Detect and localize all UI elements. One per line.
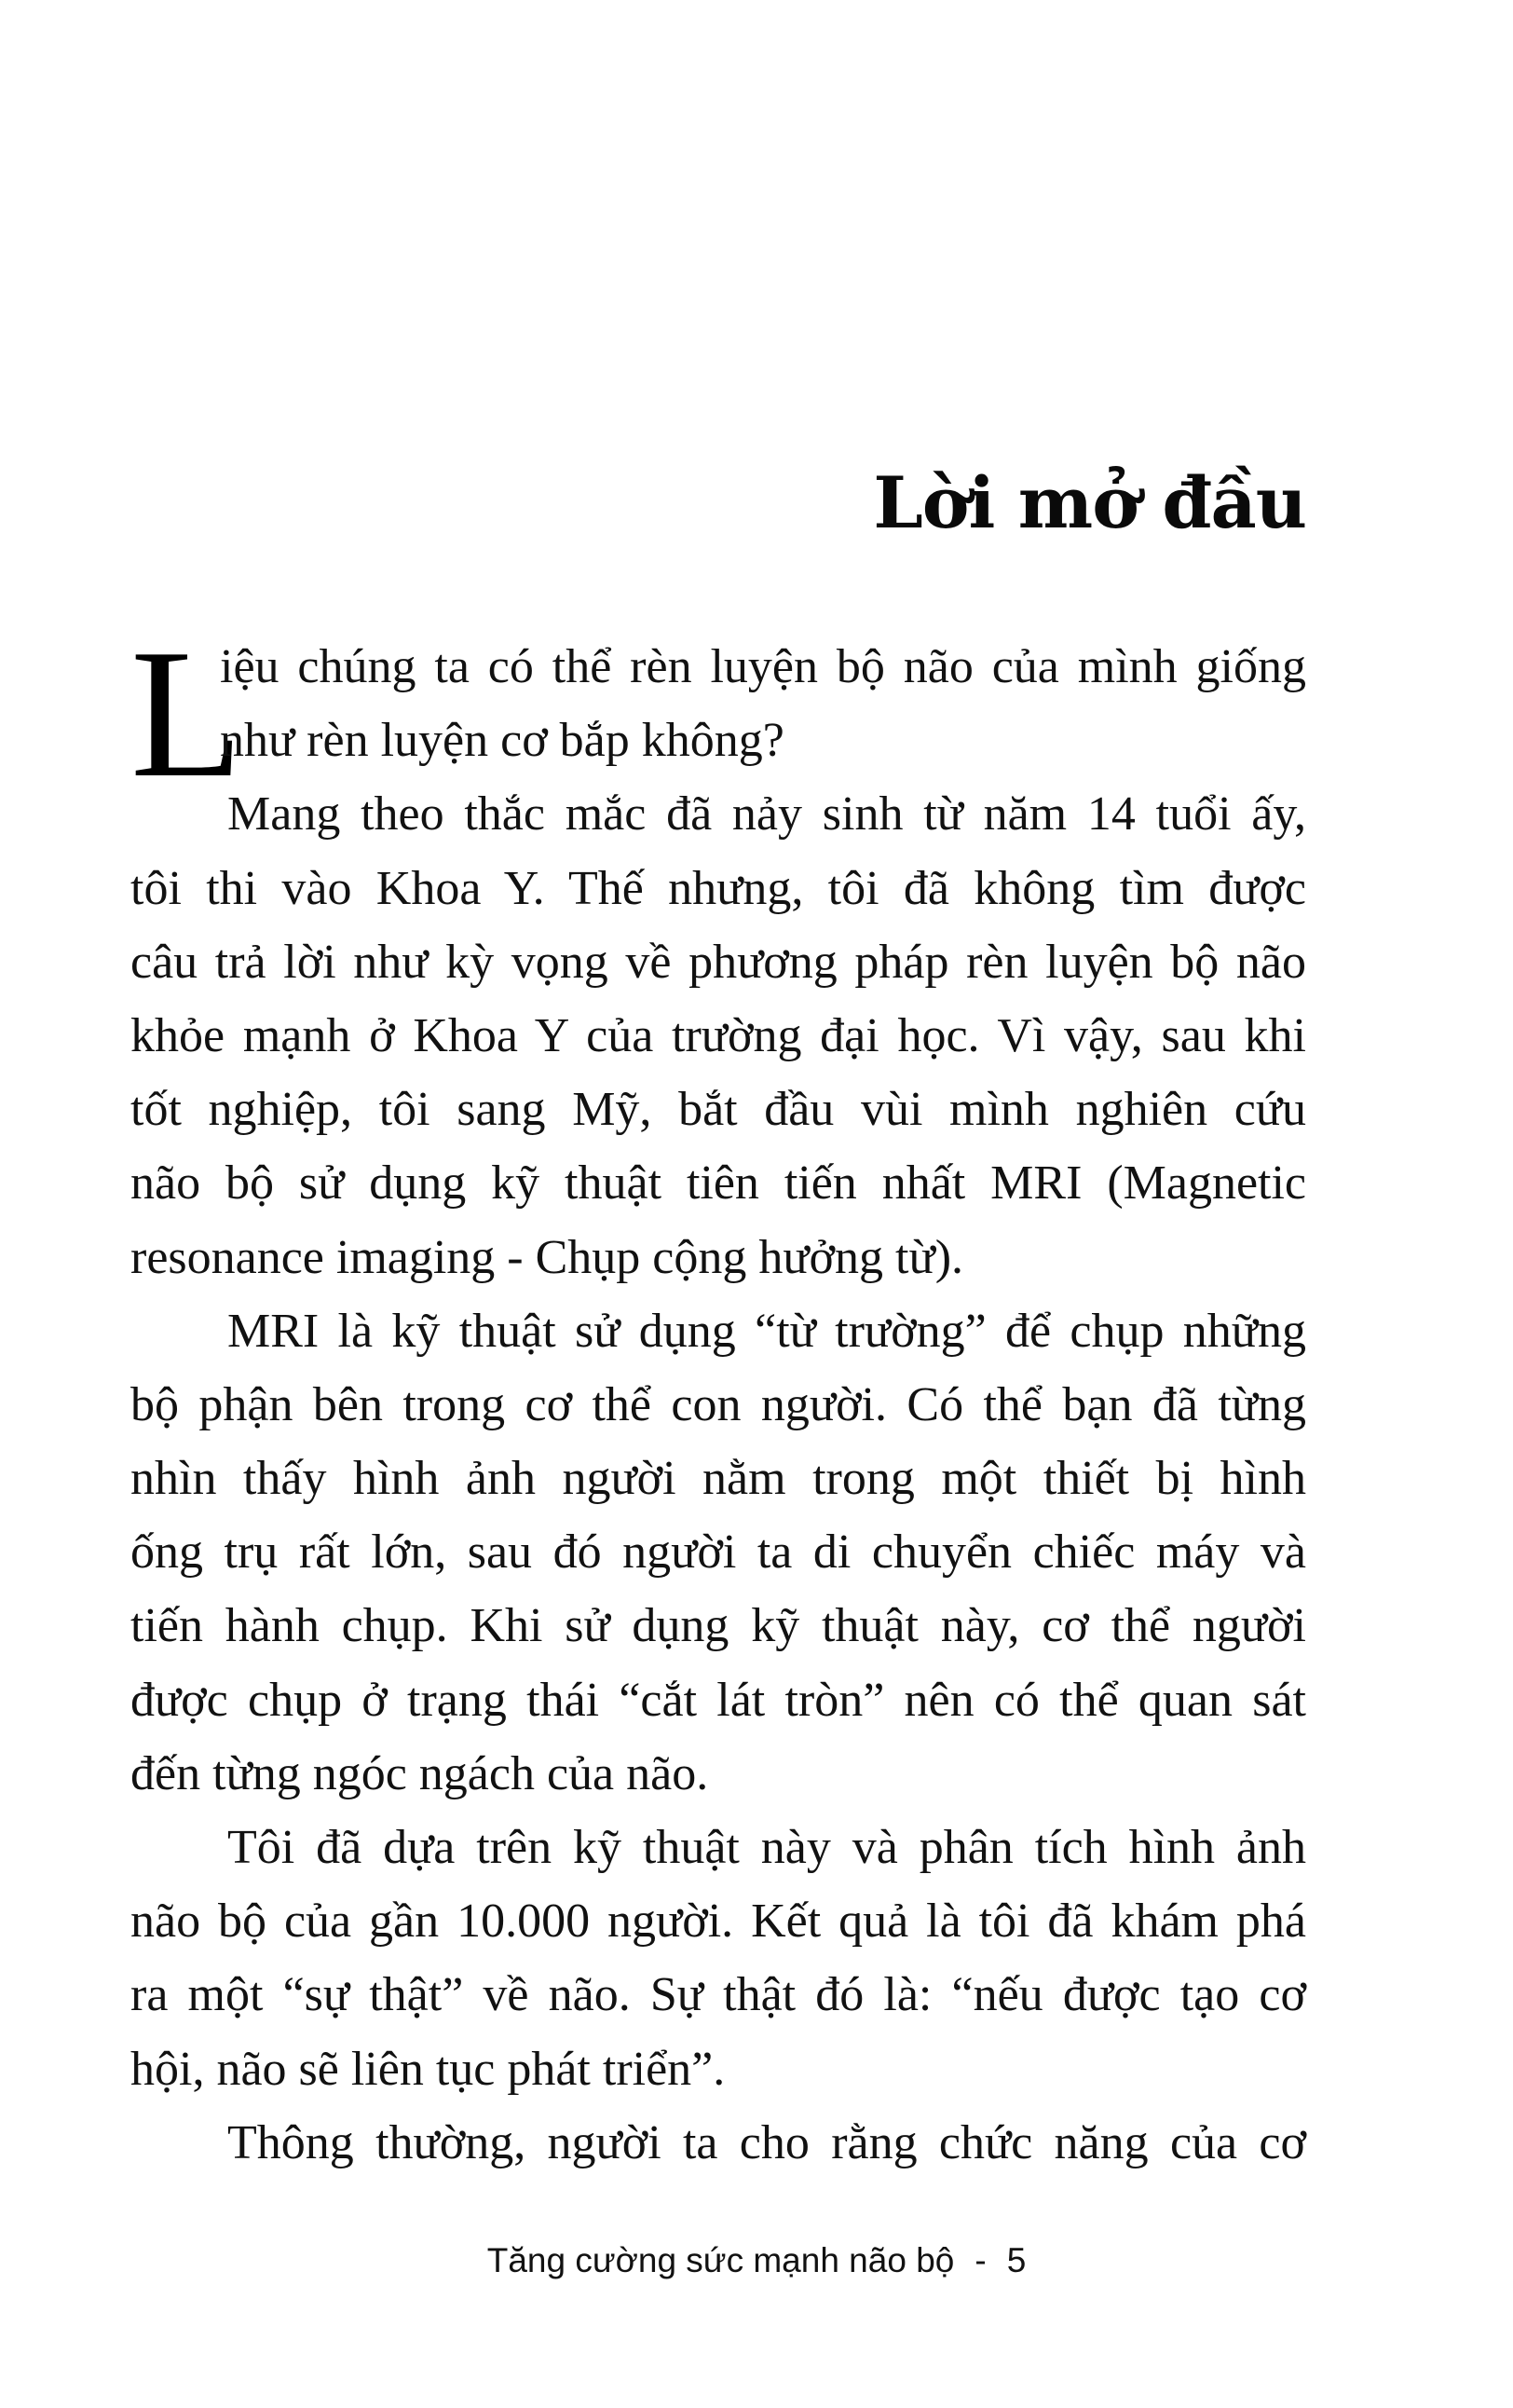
text-line: khỏe mạnh ở Khoa Y của trường đại học. Vì vậy, sau khi [130, 1008, 1306, 1062]
text-line: được chụp ở trạng thái “cắt lát tròn” nên có thể quan sát [130, 1673, 1306, 1727]
text-line: nhìn thấy hình ảnh người nằm trong một thiết bị hình [130, 1452, 1306, 1506]
text-line: câu trả lời như kỳ vọng về phương pháp rèn luyện bộ não [130, 935, 1306, 989]
text-line: đến từng ngóc ngách của não. [130, 1746, 709, 1800]
text-line: Mang theo thắc mắc đã nảy sinh từ năm 14 tuổi ấy, [227, 787, 1306, 841]
text-line: tốt nghiệp, tôi sang Mỹ, bắt đầu vùi mình nghiên cứu [130, 1083, 1306, 1137]
text-line: Thông thường, người ta cho rằng chức năng của cơ [227, 2115, 1306, 2169]
footer-separator: - [975, 2241, 987, 2279]
text-line: Tôi đã dựa trên kỹ thuật này và phân tích hình ảnh [227, 1821, 1306, 1874]
text-line: tiến hành chụp. Khi sử dụng kỹ thuật này, cơ thể người [130, 1599, 1306, 1653]
drop-cap: L [130, 611, 243, 815]
text-line: iệu chúng ta có thể rèn luyện bộ não của mình giống [220, 640, 1306, 693]
running-title: Tăng cường sức mạnh não bộ [486, 2241, 955, 2279]
text-line: ống trụ rất lớn, sau đó người ta di chuyển chiếc máy và [130, 1526, 1306, 1580]
text-line: MRI là kỹ thuật sử dụng “từ trường” để chụp những [227, 1304, 1306, 1358]
text-line: ra một “sự thật” về não. Sự thật đó là: “nếu được tạo cơ [130, 1968, 1306, 2022]
text-line: resonance imaging - Chụp cộng hưởng từ). [130, 1230, 964, 1284]
page-footer [0, 2241, 1513, 2280]
text-line: tôi thi vào Khoa Y. Thế nhưng, tôi đã không tìm được [130, 861, 1306, 915]
chapter-title: Lời mở đầu [873, 461, 1306, 544]
text-line: như rèn luyện cơ bắp không? [220, 714, 784, 768]
text-line: não bộ của gần 10.000 người. Kết quả là tôi đã khám phá [130, 1895, 1306, 1949]
body-text [130, 611, 1306, 2180]
page-number: 5 [1006, 2241, 1027, 2279]
text-line: bộ phận bên trong cơ thể con người. Có thể bạn đã từng [130, 1377, 1306, 1431]
text-line: hội, não sẽ liên tục phát triển”. [130, 2042, 726, 2096]
text-line: não bộ sử dụng kỹ thuật tiên tiến nhất MRI (Magnetic [130, 1156, 1306, 1211]
